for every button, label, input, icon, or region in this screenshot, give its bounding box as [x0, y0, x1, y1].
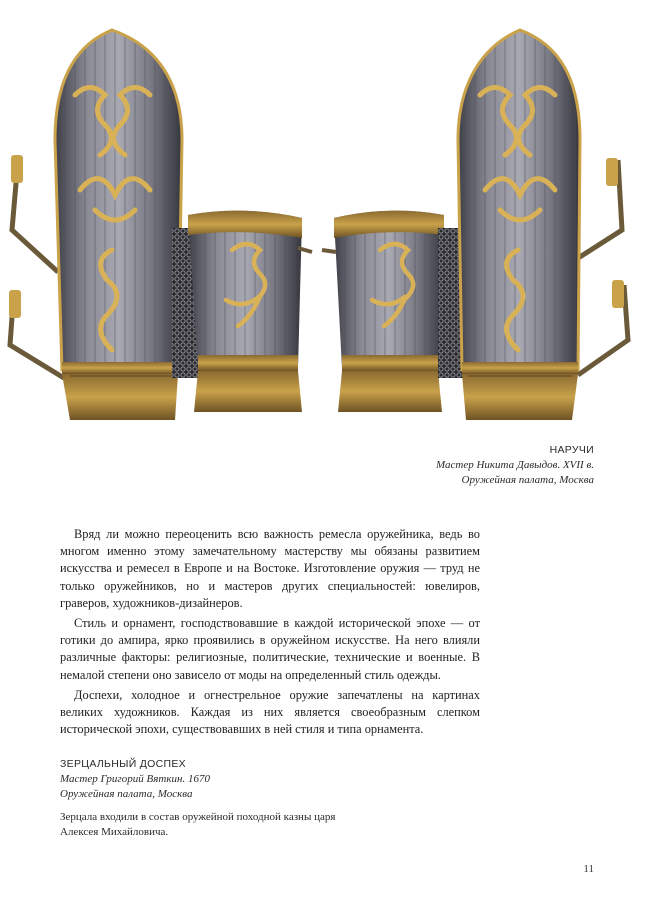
- figure-author: Мастер Никита Давыдов. XVII в.: [436, 459, 594, 471]
- paragraph: Вряд ли можно переоценить всю важность ремесла оружейника, ведь во многом именно этому замечательному мастерству мы обязаны развитием искусства и ремесел в Европе и на Востоке. Изготовление оружия — труд не только оружейников, но и мастеров других специальностей: ювелиров, граверов, художников-дизайнеров.: [60, 527, 480, 610]
- bracers-illustration: [0, 0, 646, 430]
- buckle-icon: [11, 155, 23, 183]
- figure-author: Мастер Григорий Вяткин. 1670: [60, 773, 210, 785]
- buckle-icon: [606, 158, 618, 186]
- left-short-bracer: [188, 211, 312, 412]
- figure-caption-armor: [60, 757, 360, 840]
- page-number: 11: [583, 863, 594, 875]
- buckle-icon: [612, 280, 624, 308]
- right-short-bracer: [322, 211, 444, 412]
- figure-location: Оружейная палата, Москва: [60, 788, 193, 800]
- left-long-bracer: [9, 30, 182, 420]
- paragraph: Стиль и орнамент, господствовавшие в каждой исторической эпохе — от готики до ампира, ярко проявились в оружейном искусстве. На него влияли различные факторы: религиозные, политические, технические и военные. В немалой степени оно зависело от моды на определенный стиль одежды.: [60, 616, 480, 682]
- buckle-icon: [9, 290, 21, 318]
- right-long-bracer: [458, 30, 628, 420]
- figure-caption-bracers: [334, 443, 594, 488]
- bracers-photo: [0, 0, 646, 430]
- paragraph: Доспехи, холодное и огнестрельное оружие запечатлены на картинах великих художников. Каждая из них является своеобразным слепком исторической эпохи, существовавших в ней стиля и типа орнамента.: [60, 687, 480, 737]
- figure-note: Зерцала входили в состав оружейной походной казны царя Алексея Михайловича.: [60, 811, 336, 838]
- main-text: [60, 526, 480, 741]
- figure-title: ЗЕРЦАЛЬНЫЙ ДОСПЕХ: [60, 758, 186, 770]
- figure-location: Оружейная палата, Москва: [461, 474, 594, 486]
- figure-title: НАРУЧИ: [549, 444, 594, 456]
